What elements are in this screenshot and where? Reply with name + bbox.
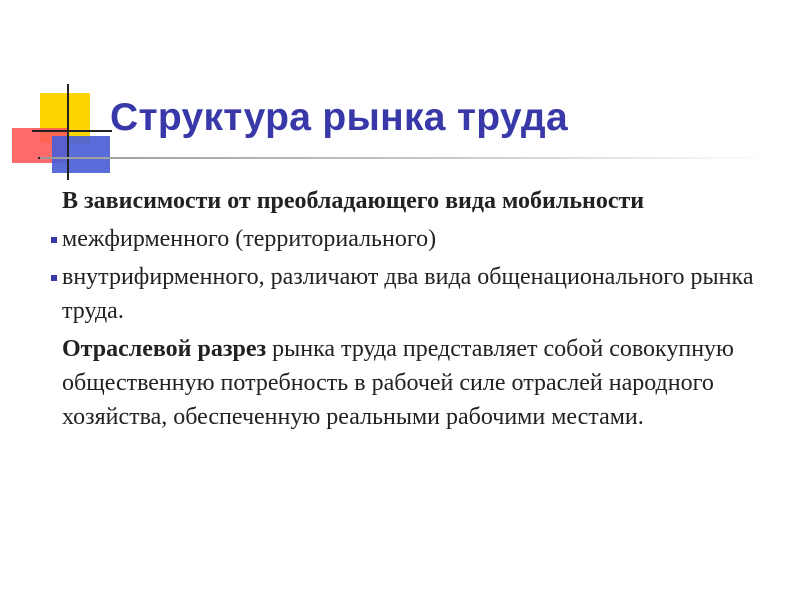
closing-bold-term: Отраслевой разрез <box>62 336 267 362</box>
slide-body <box>62 184 777 438</box>
closing-paragraph <box>62 332 777 434</box>
list-item <box>62 260 777 328</box>
blue-square <box>52 136 110 173</box>
vertical-line <box>67 84 69 180</box>
list-item-text: межфирменного (территориального) <box>62 226 437 252</box>
list-item <box>62 222 777 256</box>
bullet-square-icon <box>51 237 57 243</box>
bullet-square-icon <box>51 275 57 281</box>
closing-text: рынка труда представляет собой совокупную общественную потребность в рабочей силе отраслей народного хозяйства, обеспеченную реальными рабочими местами. <box>62 336 734 430</box>
title-divider <box>40 157 775 159</box>
intro-text: В зависимости от преобладающего вида мобильности <box>62 188 645 214</box>
list-item-text: внутрифирменного, различают два вида общенационального рынка труда. <box>62 264 754 324</box>
decorative-logo <box>0 0 120 180</box>
horizontal-line <box>32 130 112 132</box>
slide-title: Структура рынка труда <box>110 96 568 139</box>
